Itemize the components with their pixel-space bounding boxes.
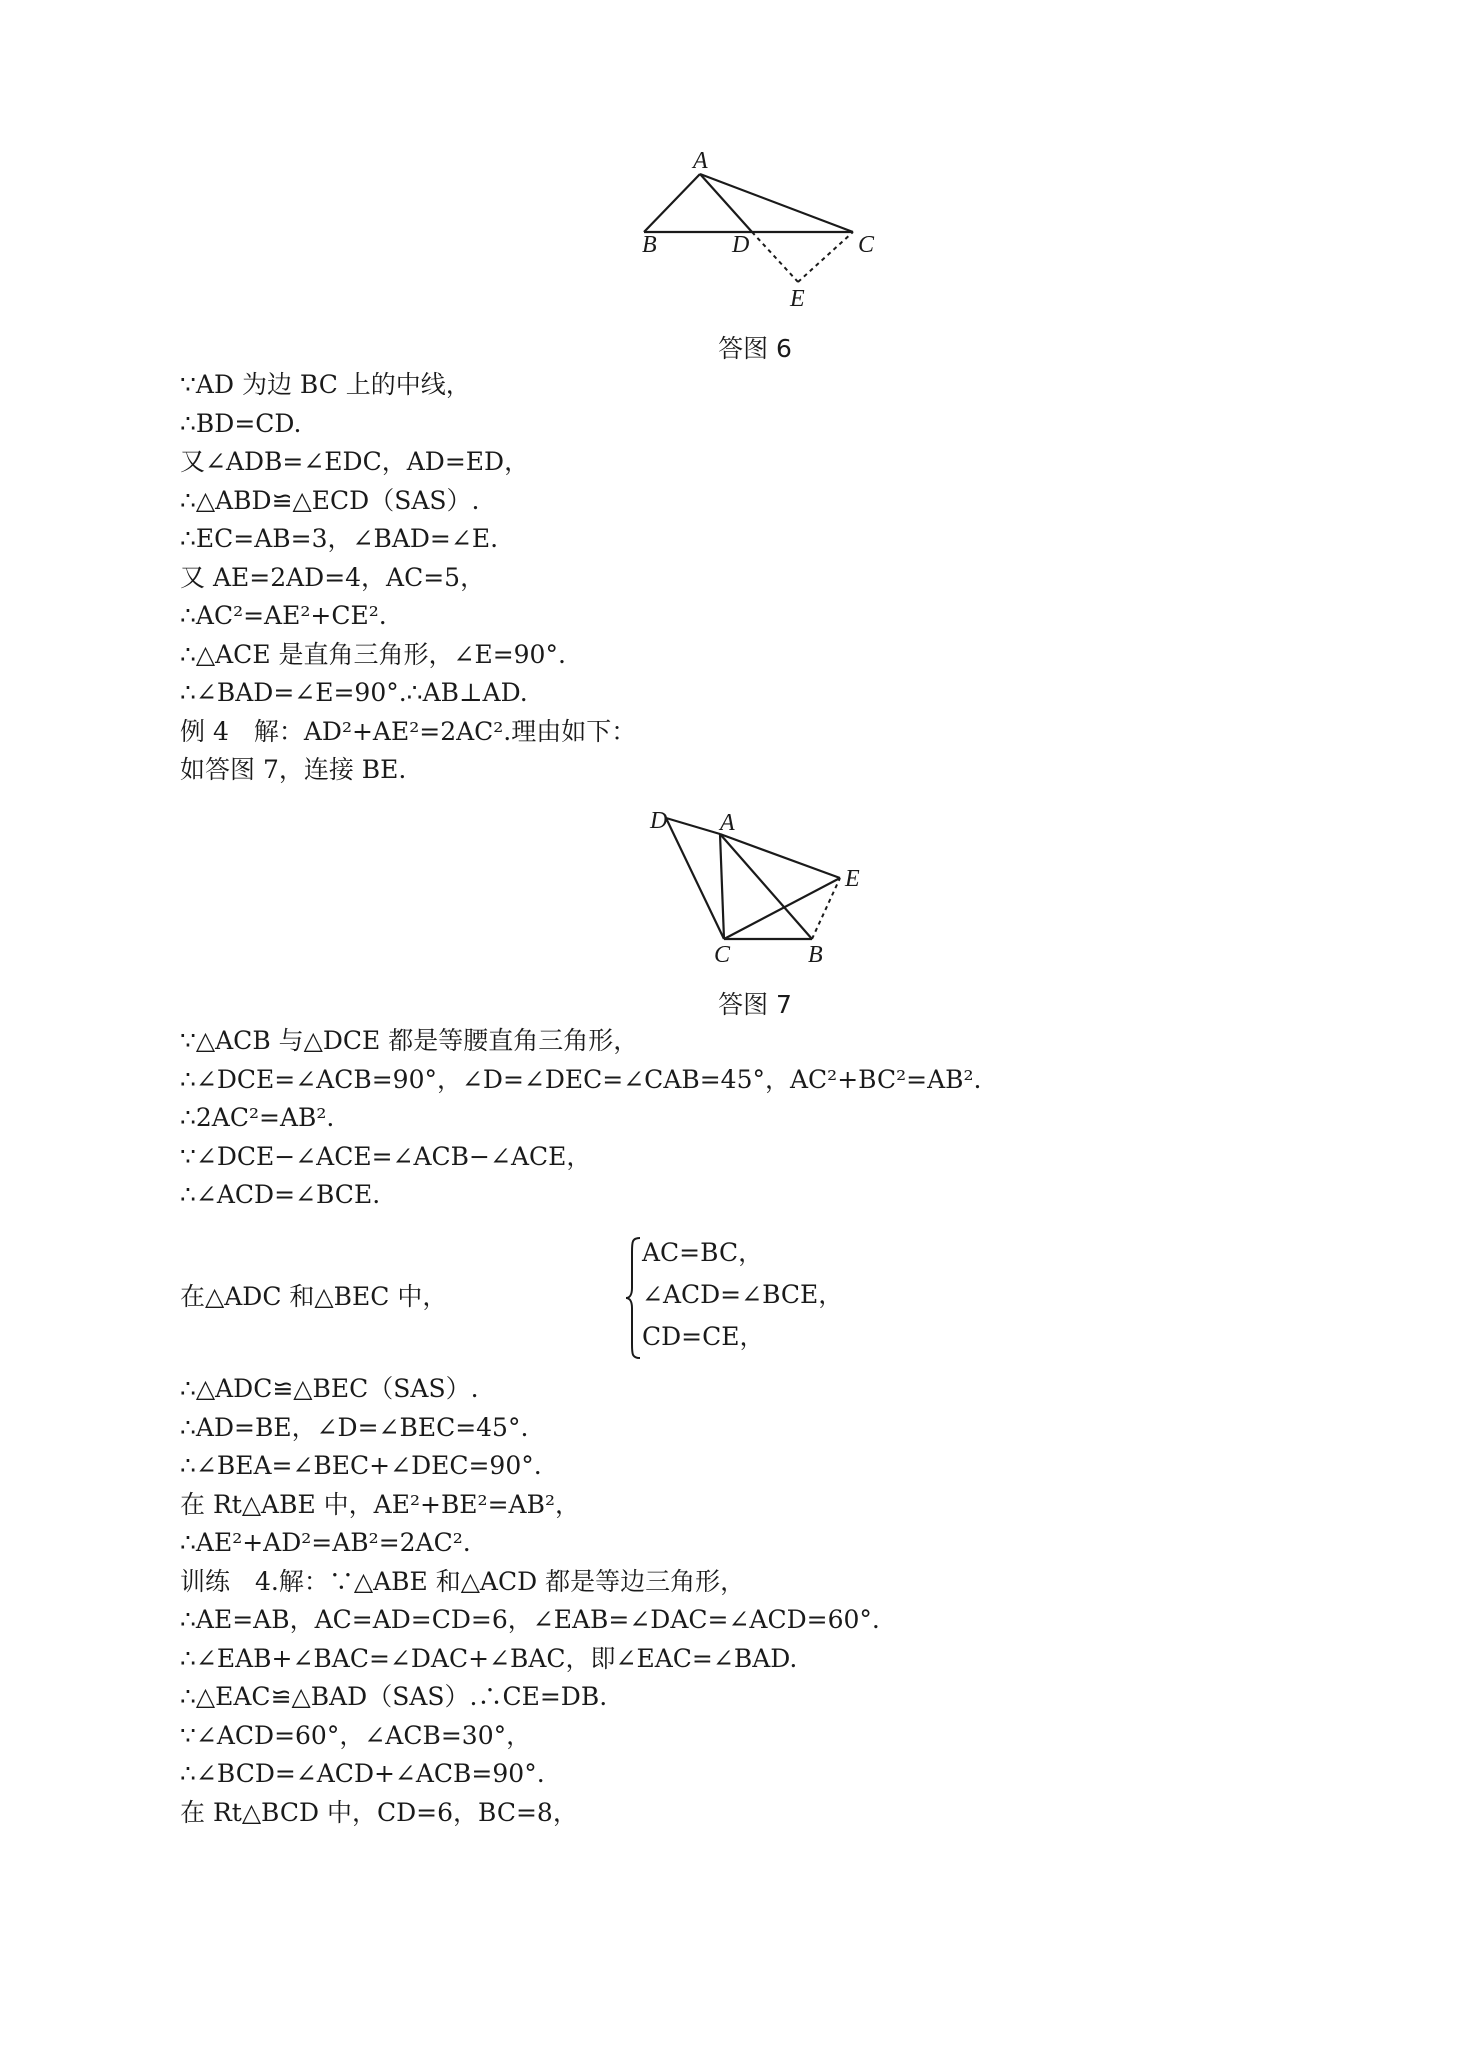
text-line: ∴∠EAB+∠BAC=∠DAC+∠BAC，即∠EAC=∠BAD.: [180, 1643, 798, 1673]
text-line: ∴△EAC≌△BAD（SAS）.∴CE=DB.: [180, 1682, 608, 1711]
text-line: ∴∠ACD=∠BCE.: [180, 1180, 381, 1209]
segment-DC: [666, 818, 724, 939]
system-item: ∠ACD=∠BCE，: [642, 1280, 844, 1309]
figure-7: [640, 800, 880, 970]
point-label-C: C: [858, 232, 875, 258]
segment-EC-dashed: [798, 232, 853, 282]
segment-BE-dashed: [812, 878, 840, 939]
system-item: CD=CE，: [642, 1322, 765, 1351]
text-line: ∴△ABD≌△ECD（SAS）.: [180, 485, 480, 515]
point-label-E: E: [790, 286, 805, 310]
text-line: 如答图 7，连接 BE.: [180, 755, 407, 784]
text-line: ∵∠DCE−∠ACE=∠ACB−∠ACE，: [180, 1141, 592, 1171]
text-line: ∴BD=CD.: [180, 408, 302, 438]
segment-AC: [720, 834, 724, 939]
system-lead-text: 在△ADC 和△BEC 中，: [180, 1282, 448, 1311]
text-line: 训练 4.解：∵△ABE 和△ACD 都是等边三角形，: [180, 1566, 746, 1596]
text-line: ∴∠DCE=∠ACB=90°，∠D=∠DEC=∠CAB=45°，AC²+BC²=AB².: [180, 1064, 982, 1094]
text-line: ∴△ACE 是直角三角形，∠E=90°.: [180, 639, 566, 669]
point-label-A: A: [720, 810, 735, 836]
solution-section-1: [180, 366, 1360, 790]
system-items: [642, 1232, 843, 1358]
figure-6: [620, 150, 900, 310]
point-label-D: D: [650, 808, 668, 834]
text-line: ∴∠BCD=∠ACD+∠ACB=90°.: [180, 1759, 545, 1788]
text-line: ∵AD 为边 BC 上的中线，: [180, 370, 471, 399]
text-line: ∴∠BAD=∠E=90°.∴AB⊥AD.: [180, 678, 528, 707]
segment-AC: [700, 174, 853, 232]
figure-6-caption: 答图 6: [718, 334, 792, 363]
text-line: ∴△ADC≌△BEC（SAS）.: [180, 1374, 479, 1403]
text-line: ∵△ACB 与△DCE 都是等腰直角三角形，: [180, 1026, 639, 1055]
point-label-E: E: [845, 866, 860, 892]
text-line: 又∠ADB=∠EDC，AD=ED，: [180, 447, 530, 476]
text-line: ∴AD=BE，∠D=∠BEC=45°.: [180, 1412, 529, 1442]
segment-DE-dashed: [752, 232, 798, 282]
segment-DA: [666, 818, 720, 834]
equation-system: [180, 1232, 980, 1362]
segment-AB: [644, 174, 700, 232]
text-line: ∴AE=AB，AC=AD=CD=6，∠EAB=∠DAC=∠ACD=60°.: [180, 1605, 880, 1634]
text-line: 例 4 解：AD²+AE²=2AC².理由如下：: [180, 716, 637, 746]
text-line: ∴AC²=AE²+CE².: [180, 601, 387, 630]
text-line: ∴∠BEA=∠BEC+∠DEC=90°.: [180, 1451, 542, 1480]
text-line: ∵∠ACD=60°，∠ACB=30°，: [180, 1720, 532, 1750]
point-label-B: B: [642, 232, 657, 258]
text-line: 在 Rt△BCD 中，CD=6，BC=8，: [180, 1797, 578, 1827]
solution-section-3: [180, 1370, 1360, 1832]
solution-section-2: [180, 1022, 1360, 1215]
segment-CE: [724, 878, 840, 939]
point-label-A: A: [693, 150, 708, 174]
point-label-B: B: [808, 942, 823, 968]
text-line: 又 AE=2AD=4，AC=5，: [180, 562, 486, 592]
text-line: ∴AE²+AD²=AB²=2AC².: [180, 1528, 471, 1557]
text-line: ∴EC=AB=3，∠BAD=∠E.: [180, 524, 499, 553]
text-line: 在 Rt△ABE 中，AE²+BE²=AB²，: [180, 1489, 580, 1519]
figure-6-diagram: [620, 150, 900, 310]
figure-7-diagram: [640, 800, 880, 970]
system-item: AC=BC，: [642, 1238, 764, 1267]
figure-7-caption: 答图 7: [718, 990, 792, 1019]
text-line: ∴2AC²=AB².: [180, 1103, 335, 1132]
left-brace-icon: [624, 1236, 644, 1360]
point-label-D: D: [732, 232, 750, 258]
point-label-C: C: [714, 942, 731, 968]
